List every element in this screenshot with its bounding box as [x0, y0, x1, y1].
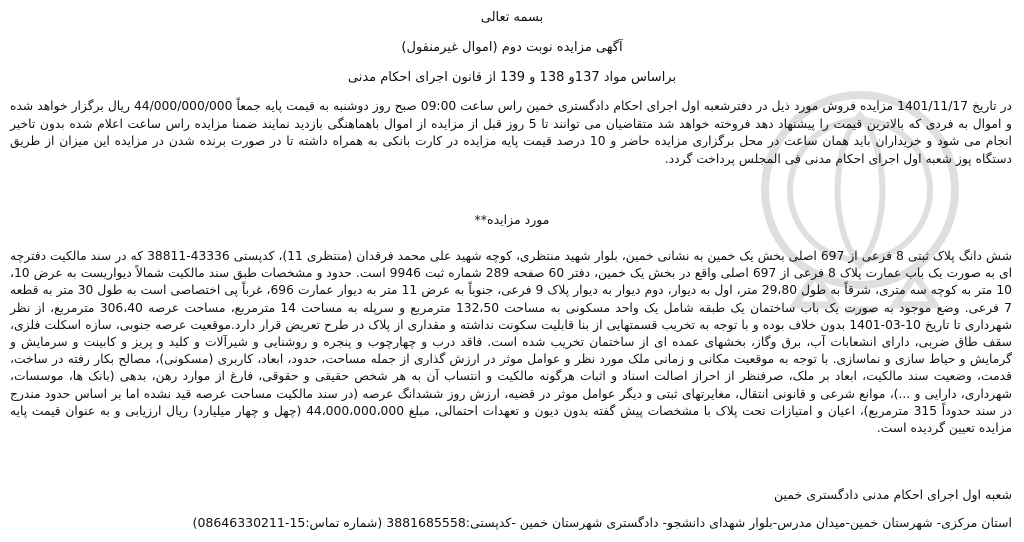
contact-address-line: استان مرکزی- شهرستان خمین-میدان مدرس-بلوار شهدای دانشجو- دادگستری شهرستان خمین -کدپستی:3881685558 (شماره تماس:15-08646330211): [192, 515, 1012, 530]
auction-terms-paragraph: در تاریخ 1401/11/17 مزایده فروش مورد ذیل در دفترشعبه اول اجرای احکام دادگستری خمین راس ساعت 09:00 صبح روز دوشنبه به قیمت پایه جمعاً 44/000/000/000 ریال برگزار خواهد شده و اموال به فردی که بالاترین قیمت را پیشنهاد دهد فروخته خواهد شد متقاضیان می توانند تا 5 روز قبل از مزایده از اموال باهماهنگی بازدید نمایند ضمنا مزایده راس ساعت اعلام شده بدون تاخیر انجام می شود و خریداران باید همان ساعت در محل برگزاری مزایده حاضر و 10 درصد قیمت پایه مزایده در کارت بانکی به همراه داشته تا در صورت برنده شدن در مزایده این میزان از طریق دستگاه پوز شعبه اول اجرای احکام مدنی فی المجلس پرداخت گردد.: [10, 99, 1012, 166]
auction-subject-heading: مورد مزایده**: [474, 212, 550, 227]
notice-title: آگهی مزایده نوبت دوم (اموال غیرمنقول): [401, 40, 623, 55]
issuing-branch-signature: شعبه اول اجرای احکام مدنی دادگستری خمین: [774, 487, 1012, 502]
property-description-paragraph: شش دانگ پلاک ثبتی 8 فرعی از 697 اصلی بخش یک خمین به نشانی خمین، بلوار شهید منتظری، کوچه شهید علی محمد فرقدان (منتظری 11)، کدپستی 43336-38811 که در سند مالکیت دفترچه ای به صورت یک باب عمارت پلاک 8 فرعی از 697 اصلی واقع در بخش یک خمین، دفتر 60 صفحه 289 شماره ثبت 9946 است. حدود و مشخصات طبق سند مالکیت شمالاً دیواریست به عرض 10، 10 متر به کوچه سه متری، شرقاً به طول 29،80 متر، اول به دیوار، دوم دیوار به دیوار پلاک 9 فرعی، جنوباً به عرض 11 متر به دیوار عمارت 696، غرباً پی اختصاصی است به طول 30 متر به قطعه 7 فرعی. وضع موجود به صورت یک باب ساختمان یک طبقه شامل یک واحد مسکونی به مساحت 132،50 مترمربع و سرپله به مساحت 14 مترمربع، مساحت عرصه 306،40 مترمربع، از نظر شهرداری تا تاریخ 10-03-1401 بدون خلاف بوده و با توجه به تخریب قسمتهایی از بنا قابلیت سکونت نداشته و مقداری از پلاک در طرح تعریض قرار دارد.موقعیت عرصه جنوبی، سازه اسکلت فلزی، سقف طاق ضربی، دارای انشعابات آب، برق وگاز، بخشهای عمده ای از ساختمان تخریب شده است. فاقد درب و چهارچوب و پنجره و روشنایی و شیرآلات و کلید و پریز و کابینت و سرمایش و گرمایش و حیاط سازی و نماسازی. با توجه به موقعیت مکانی و زمانی ملک مورد نظر و عوامل موثر در ارزش گذاری از جمله مساحت، حدود، ابعاد، کاربری (مسکونی)، مصالح بکار رفته در ساخت، قدمت، وضعیت سند مالکیت، ابعاد بر ملک، صرفنظر از احراز اصالت اسناد و اثبات هرگونه مالکیت و انتساب آن به هر شخص حقیقی و حقوقی، فارغ از موارد رهن، بدهی (بانک ها، موسسات، شهرداری، دارایی و ...)، موانع شرعی و قانونی انتقال، مغایرتهای ثبتی و دیگر عوامل موثر در قضیه، ارزش روز ششدانگ عرصه (در سند مالکیت مساحت عرصه قید نشده اما بر اساس حدود مندرج در سند حدوداً 315 مترمربع)، اعیان و امتیازات تحت پلاک با مشخصات پیش گفته بدون دیون و تعهدات احتمالی، مبلغ 44،000،000،000 (چهل و چهار میلیارد) ریال ارزیابی و به عنوان قیمت پایه مزایده تعیین گردیده است.: [10, 249, 1013, 436]
legal-basis-line: براساس مواد 137و 138 و 139 از قانون اجرای احکام مدنی: [347, 70, 677, 85]
opening-invocation: بسمه تعالی: [480, 10, 544, 25]
